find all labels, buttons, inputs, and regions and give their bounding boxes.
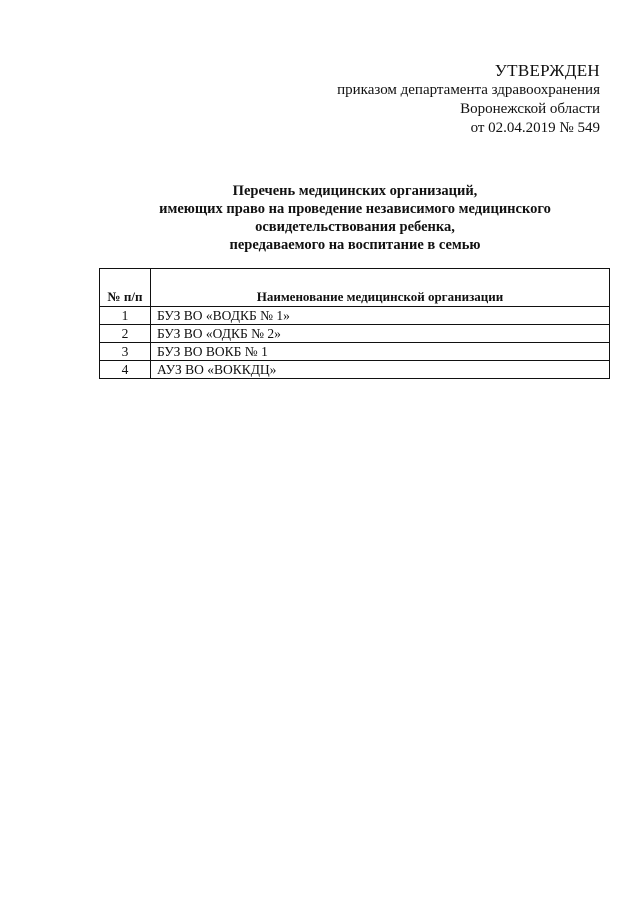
- row-number: 3: [100, 343, 151, 361]
- approval-line-region: Воронежской области: [460, 101, 600, 117]
- title-line-1: Перечень медицинских организаций,: [232, 183, 478, 199]
- table-row: [100, 361, 610, 379]
- table-row: [100, 343, 610, 361]
- row-organization-name: АУЗ ВО «ВОККДЦ»: [151, 361, 610, 379]
- row-organization-name: БУЗ ВО «ОДКБ № 2»: [151, 325, 610, 343]
- column-header-number: № п/п: [100, 269, 151, 307]
- approval-stamp: УТВЕРЖДЕН: [494, 61, 600, 80]
- column-header-name: Наименование медицинской организации: [151, 269, 610, 307]
- title-line-4: передаваемого на воспитание в семью: [229, 237, 481, 253]
- title-line-2: имеющих право на проведение независимого медицинского: [159, 201, 551, 217]
- document-title: [100, 182, 610, 254]
- table-row: [100, 307, 610, 325]
- table-row: [100, 325, 610, 343]
- row-number: 1: [100, 307, 151, 325]
- row-organization-name: БУЗ ВО ВОКБ № 1: [151, 343, 610, 361]
- row-number: 2: [100, 325, 151, 343]
- approval-block: [337, 60, 600, 138]
- row-number: 4: [100, 361, 151, 379]
- approval-line-order: приказом департамента здравоохранения: [337, 82, 600, 98]
- approval-line-date: от 02.04.2019 № 549: [470, 120, 600, 136]
- row-organization-name: БУЗ ВО «ВОДКБ № 1»: [151, 307, 610, 325]
- organizations-table: [99, 268, 610, 379]
- title-line-3: освидетельствования ребенка,: [255, 219, 455, 235]
- table-header-row: [100, 269, 610, 307]
